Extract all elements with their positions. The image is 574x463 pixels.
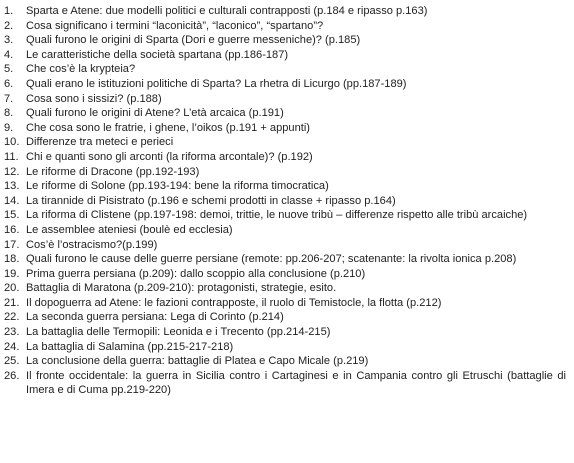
list-item [4,135,566,150]
item-number: 18. [4,253,20,266]
item-text: Le riforme di Dracone (pp.192-193) [26,165,200,178]
item-text: Quali furono le origini di Atene? L’età arcaica (p.191) [26,107,284,120]
topic-list [4,4,566,398]
item-text: Battaglia di Maratona (p.209-210): protagonisti, strategie, esito. [26,282,337,295]
item-number: 14. [4,194,20,207]
list-item [4,354,566,369]
item-number: 7. [4,92,14,105]
list-item [4,281,566,296]
item-number: 24. [4,340,20,353]
item-number: 17. [4,238,20,251]
list-item [4,267,566,282]
list-item [4,310,566,325]
item-text: Le riforme di Solone (pp.193-194: bene la riforma timocratica) [26,180,329,193]
list-item [4,62,566,77]
item-number: 2. [4,19,14,32]
item-text: Quali erano le istituzioni politiche di Sparta? La rhetra di Licurgo (pp.187-189) [26,77,407,90]
item-text: Prima guerra persiana (p.209): dallo scoppio alla conclusione (p.210) [26,267,366,280]
item-number: 10. [4,136,20,149]
item-text: Quali furono le origini di Sparta (Dori e guerre messeniche)? (p.185) [26,34,361,47]
list-item [4,77,566,92]
item-text: Che cosa sono le fratrie, i ghene, l’oikos (p.191 + appunti) [26,121,310,134]
item-number: 11. [4,150,19,163]
item-number: 19. [4,267,20,280]
list-item [4,194,566,209]
item-number: 8. [4,107,14,120]
list-item [4,340,566,355]
list-item [4,223,566,238]
list-item [4,4,566,19]
item-text: Quali furono le cause delle guerre persiane (remote: pp.206-207; scatenante: la rivolta ionica p.208) [26,253,517,266]
item-text: Le assemblee ateniesi (boulè ed ecclesia) [26,223,233,236]
item-number: 20. [4,282,20,295]
list-item [4,106,566,121]
list-item [4,19,566,34]
item-text: Chi e quanti sono gli arconti (la riforma arcontale)? (p.192) [26,150,313,163]
list-item [4,369,566,398]
item-text: La battaglia di Salamina (pp.215-217-218) [26,340,234,353]
item-text: Sparta e Atene: due modelli politici e culturali contrapposti (p.184 e ripasso p.163) [26,5,428,17]
item-number: 13. [4,180,20,193]
item-text: La battaglia delle Termopili: Leonida e i Trecento (pp.214-215) [26,326,331,339]
item-text: Cosa sono i sissizi? (p.188) [26,92,162,105]
item-number: 15. [4,209,20,222]
item-text: La conclusione della guerra: battaglie di Platea e Capo Micale (p.219) [26,355,369,368]
list-item [4,325,566,340]
item-text: Differenze tra meteci e perieci [26,136,174,149]
list-item [4,179,566,194]
list-item [4,296,566,311]
item-number: 6. [4,77,14,90]
item-text: Il fronte occidentale: la guerra in Sicilia contro i Cartaginesi e in Campania contro gli Etruschi (battaglie di Imera e di Cuma pp.219-220) [26,369,566,397]
item-number: 16. [4,223,20,236]
item-number: 26. [4,369,20,382]
item-text: La riforma di Clistene (pp.197-198: demoi, trittie, le nuove tribù – differenze rispetto alle tribù arcaiche) [26,209,528,222]
item-number: 22. [4,311,20,324]
list-item [4,48,566,63]
item-number: 1. [4,5,14,17]
item-number: 25. [4,355,20,368]
list-item [4,121,566,136]
item-text: Il dopoguerra ad Atene: le fazioni contrapposte, il ruolo di Temistocle, la flotta (p.212) [26,296,442,309]
list-item [4,92,566,107]
list-item [4,165,566,180]
item-number: 23. [4,326,20,339]
item-text: Che cos’è la krypteia? [26,63,136,76]
item-text: Le caratteristiche della società spartana (pp.186-187) [26,48,289,61]
item-number: 4. [4,48,14,61]
list-item [4,208,566,223]
item-text: Cosa significano i termini “laconicità”, “laconico”, “spartano”? [26,19,324,32]
list-item [4,33,566,48]
item-text: La tirannide di Pisistrato (p.196 e schemi prodotti in classe + ripasso p.164) [26,194,396,207]
item-number: 12. [4,165,20,178]
item-number: 9. [4,121,14,134]
list-item [4,252,566,267]
item-number: 5. [4,63,14,76]
item-number: 3. [4,34,14,47]
item-number: 21. [4,296,20,309]
item-text: La seconda guerra persiana: Lega di Corinto (p.214) [26,311,284,324]
list-item [4,238,566,253]
list-item [4,150,566,165]
item-text: Cos’è l’ostracismo?(p.199) [26,238,158,251]
